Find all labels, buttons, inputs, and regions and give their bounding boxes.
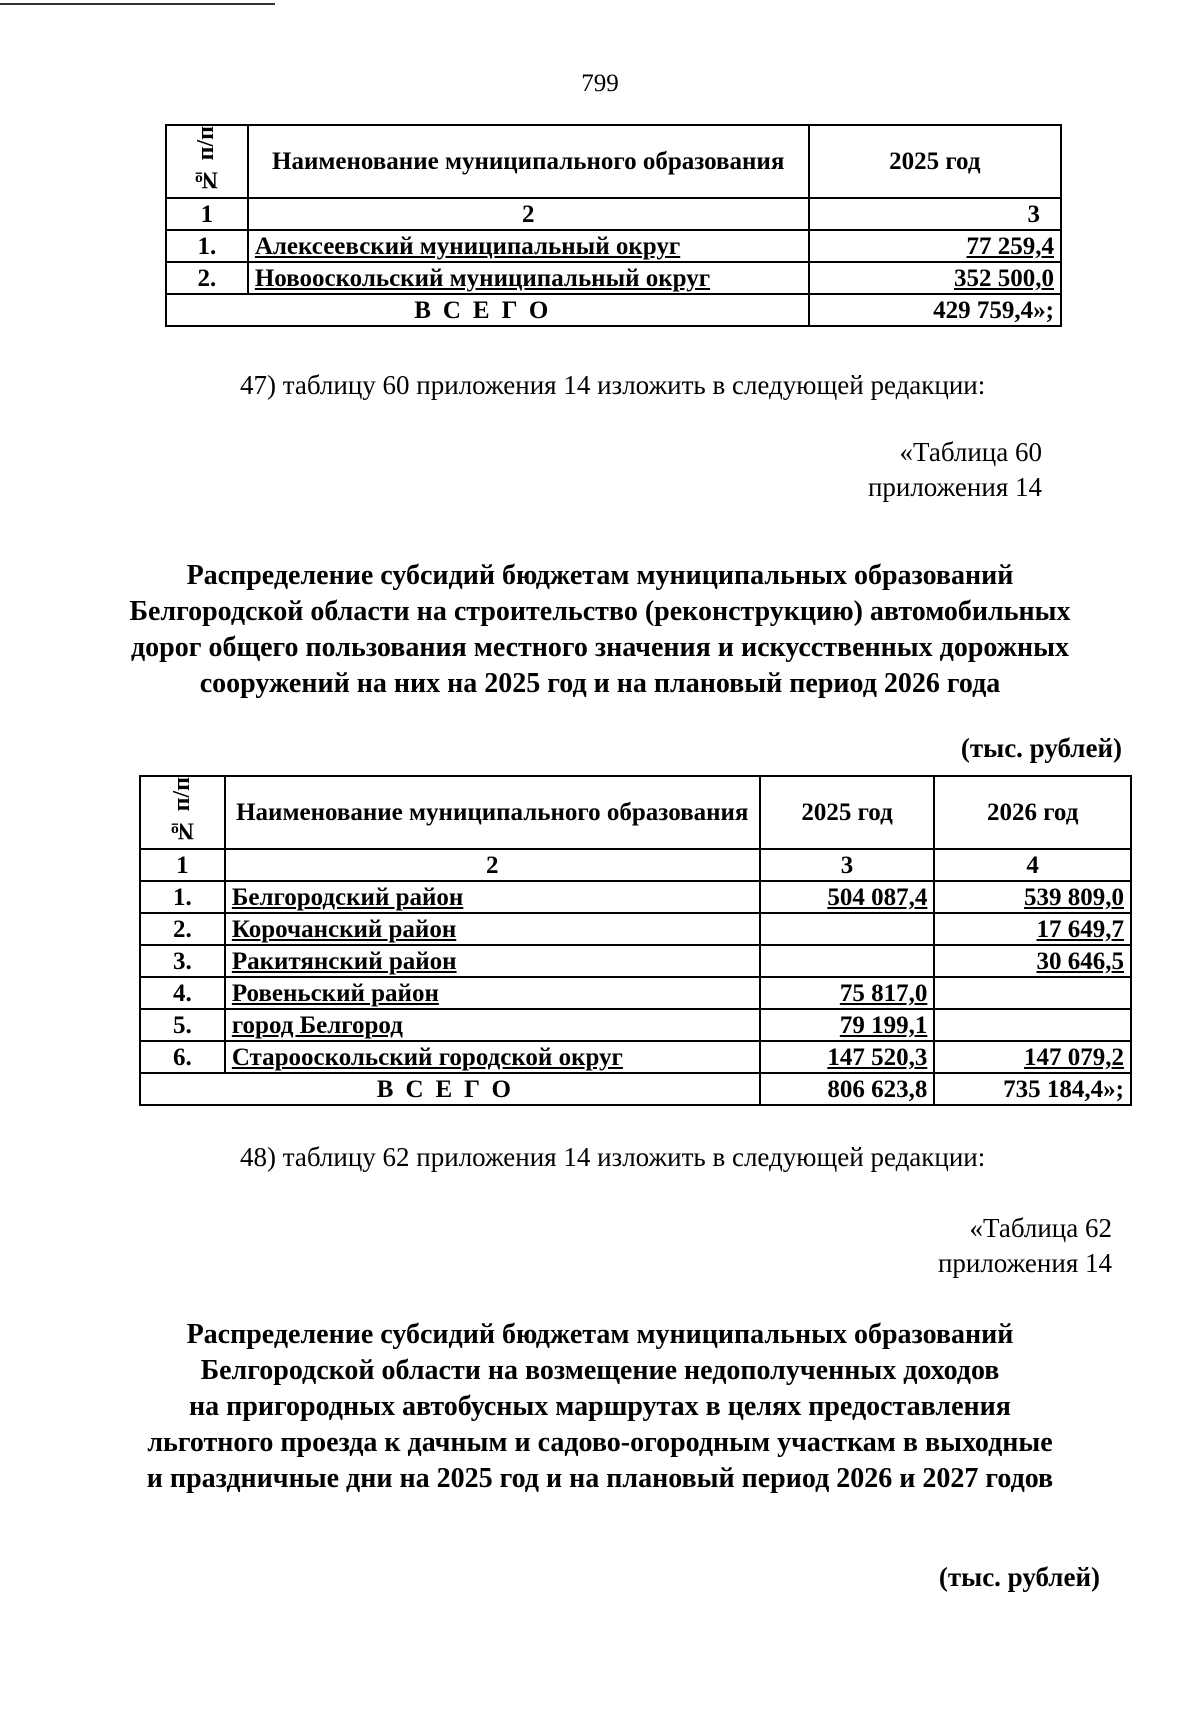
table-row xyxy=(166,262,1061,294)
index-cell: 3 xyxy=(809,198,1061,230)
total-label: ВСЕГО xyxy=(166,294,809,326)
total-label: ВСЕГО xyxy=(140,1073,760,1105)
index-cell: 2 xyxy=(248,198,809,230)
row-name: Корочанский район xyxy=(225,913,760,945)
units-label: (тыс. рублей) xyxy=(938,1562,1100,1592)
index-cell: 1 xyxy=(140,849,225,881)
row-num: 4. xyxy=(140,977,225,1009)
row-num: 2. xyxy=(140,913,225,945)
row-2026: 30 646,5 xyxy=(934,945,1131,977)
table-row xyxy=(166,230,1061,262)
heading-line: Распределение субсидий бюджетам муниципальных образований xyxy=(186,1319,1014,1350)
header-name: Наименование муниципального образования xyxy=(225,776,760,849)
table-60 xyxy=(139,775,1132,1106)
table-60-label-line1: «Таблица 60 xyxy=(899,437,1042,467)
table-60-heading xyxy=(0,558,1200,702)
total-2026: 735 184,4»; xyxy=(934,1073,1131,1105)
total-row xyxy=(140,1073,1131,1105)
page-number: 799 xyxy=(581,70,619,97)
table-row xyxy=(140,881,1131,913)
row-name: Ровеньский район xyxy=(225,977,760,1009)
row-name: Алексеевский муниципальный округ xyxy=(248,230,809,262)
row-2025: 79 199,1 xyxy=(760,1009,935,1041)
table-62-label xyxy=(938,1211,1112,1281)
row-2026: 17 649,7 xyxy=(934,913,1131,945)
row-2026 xyxy=(934,977,1131,1009)
table-60-label xyxy=(868,435,1042,505)
row-name: Новооскольский муниципальный округ xyxy=(248,262,809,294)
row-name: город Белгород xyxy=(225,1009,760,1041)
row-2025 xyxy=(760,945,935,977)
row-num: 1. xyxy=(140,881,225,913)
table-62-label-line1: «Таблица 62 xyxy=(969,1213,1112,1243)
row-name: Белгородский район xyxy=(225,881,760,913)
total-2025: 806 623,8 xyxy=(760,1073,935,1105)
row-num: 3. xyxy=(140,945,225,977)
header-2025: 2025 год xyxy=(760,776,935,849)
scan-edge-line xyxy=(0,3,275,5)
row-num: 2. xyxy=(166,262,248,294)
heading-line: Белгородской области на возмещение недополученных доходов xyxy=(200,1355,1000,1386)
header-name: Наименование муниципального образования xyxy=(248,125,809,198)
heading-line: дорог общего пользования местного значения и искусственных дорожных xyxy=(131,632,1069,663)
heading-line: льготного проезда к дачным и садово-огородным участкам в выходные xyxy=(147,1427,1053,1458)
row-2026: 147 079,2 xyxy=(934,1041,1131,1073)
heading-line: Распределение субсидий бюджетам муниципальных образований xyxy=(186,560,1014,591)
index-cell: 4 xyxy=(934,849,1131,881)
table-row xyxy=(140,1041,1131,1073)
row-num: 6. xyxy=(140,1041,225,1073)
row-2025: 504 087,4 xyxy=(760,881,935,913)
row-num: 1. xyxy=(166,230,248,262)
table-row xyxy=(140,1009,1131,1041)
table-60-label-line2: приложения 14 xyxy=(867,472,1042,502)
row-num: 5. xyxy=(140,1009,225,1041)
row-2025: 77 259,4 xyxy=(809,230,1061,262)
paragraph-48: 48) таблицу 62 приложения 14 изложить в следующей редакции: xyxy=(240,1142,986,1172)
row-name: Ракитянский район xyxy=(225,945,760,977)
heading-line: и праздничные дни на 2025 год и на плановый период 2026 и 2027 годов xyxy=(146,1463,1054,1494)
heading-line: на пригородных автобусных маршрутах в целях предоставления xyxy=(189,1391,1011,1422)
table-row xyxy=(140,977,1131,1009)
table-row xyxy=(140,945,1131,977)
row-2025 xyxy=(760,913,935,945)
header-2025: 2025 год xyxy=(809,125,1061,198)
paragraph-47: 47) таблицу 60 приложения 14 изложить в следующей редакции: xyxy=(240,370,986,400)
table-62-label-line2: приложения 14 xyxy=(937,1248,1112,1278)
header-num: № п/п xyxy=(166,125,248,198)
row-name: Старооскольский городской округ xyxy=(225,1041,760,1073)
row-2026: 539 809,0 xyxy=(934,881,1131,913)
heading-line: сооружений на них на 2025 год и на плановый период 2026 года xyxy=(199,668,1001,699)
heading-line: Белгородской области на строительство (реконструкцию) автомобильных xyxy=(129,596,1071,627)
table-62-heading xyxy=(0,1317,1200,1497)
table-59-continuation xyxy=(165,124,1062,327)
index-cell: 1 xyxy=(166,198,248,230)
total-row xyxy=(166,294,1061,326)
index-cell: 3 xyxy=(760,849,935,881)
units-label: (тыс. рублей) xyxy=(960,733,1122,763)
row-2025: 75 817,0 xyxy=(760,977,935,1009)
index-cell: 2 xyxy=(225,849,760,881)
row-2025: 352 500,0 xyxy=(809,262,1061,294)
table-row xyxy=(140,913,1131,945)
row-2026 xyxy=(934,1009,1131,1041)
row-2025: 147 520,3 xyxy=(760,1041,935,1073)
total-2025: 429 759,4»; xyxy=(809,294,1061,326)
header-2026: 2026 год xyxy=(934,776,1131,849)
header-num: № п/п xyxy=(140,776,225,849)
